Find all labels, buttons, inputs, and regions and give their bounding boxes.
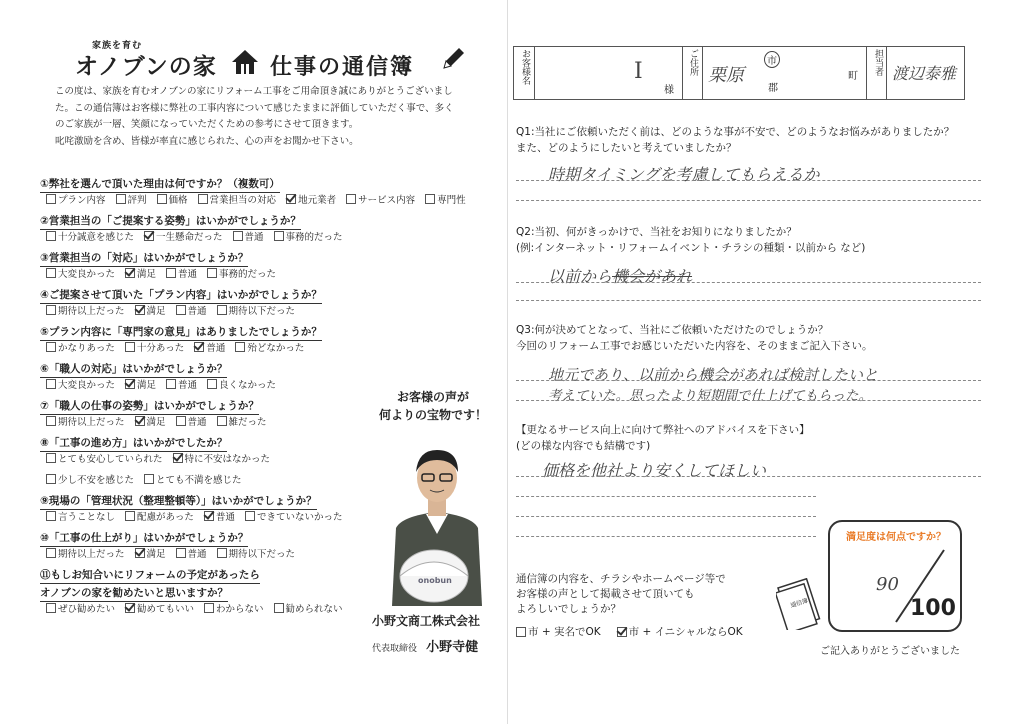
checkbox[interactable] [217, 416, 227, 426]
book-label: 通信簿 [789, 597, 809, 610]
checkbox[interactable] [46, 603, 56, 613]
option-label: 普通 [215, 512, 235, 523]
checkbox[interactable] [157, 194, 167, 204]
survey-option[interactable] [173, 451, 271, 465]
option-label: 大変良かった [58, 269, 116, 280]
option-label: ぜひ勧めたい [58, 604, 116, 615]
checkbox[interactable] [46, 453, 56, 463]
option-label: 普通 [187, 549, 207, 560]
survey-option[interactable] [425, 192, 466, 206]
checkbox[interactable] [144, 474, 154, 484]
score-box [828, 520, 962, 632]
survey-option[interactable] [274, 229, 343, 243]
customer-info-table [513, 46, 965, 100]
survey-option[interactable] [125, 340, 184, 354]
survey-option[interactable] [166, 377, 197, 391]
survey-option[interactable] [46, 509, 115, 523]
option-label: とても不満を感じた [156, 475, 242, 486]
option-label: わからない [216, 604, 264, 615]
survey-option[interactable] [135, 303, 166, 317]
option-label: 満足 [137, 380, 157, 391]
checkbox-checked[interactable] [125, 603, 135, 613]
checkbox[interactable] [274, 603, 284, 613]
survey-option[interactable] [144, 229, 223, 243]
q1-answer: 時期タイミングを考慮してもらえるか [548, 165, 820, 184]
option-label: 勧めてもいい [137, 604, 195, 615]
q1-question: Q1:当社にご依頼いただく前は、どのような事が不安で、どのようなお悩みがありましたか？ また、どのようにしたいと考えていましたか？ [516, 126, 955, 154]
checkbox[interactable] [425, 194, 435, 204]
question-heading: ⑤プラン内容に「専門家の意見」はありましたでしょうか？ [40, 324, 322, 341]
survey-option[interactable] [46, 303, 125, 317]
address-label: ご住所 [688, 49, 698, 76]
option-label: 殆どなかった [247, 343, 305, 354]
brand-logo: オノブンの家 [75, 54, 217, 80]
survey-option[interactable] [46, 451, 163, 465]
checkbox-checked[interactable] [125, 379, 135, 389]
staff-label: 担当者 [873, 49, 883, 76]
survey-option[interactable] [217, 546, 296, 560]
option-row [46, 546, 295, 560]
option-label: 一生懸命だった [156, 232, 223, 243]
publish-option-realname[interactable]: 市 + 実名でOK [516, 624, 601, 639]
company-name: 小野文商工株式会社 [372, 614, 481, 628]
survey-option[interactable] [157, 192, 188, 206]
survey-option[interactable] [217, 303, 296, 317]
checkbox[interactable] [516, 627, 526, 637]
survey-option[interactable] [245, 509, 343, 523]
question-heading: ④ご提案させて頂いた「プラン内容」はいかがでしょうか？ [40, 287, 322, 304]
option-row [46, 472, 242, 486]
intro-text: この度は、家族を育むオノブンの家にリフォーム工事をご用命頂き誠にありがとうございまし た。この通信簿はお客様に弊社の工事内容について感じたままに評価していただく事で、多く のご家族が一層、笑顔になっていただくための参考にさせて頂きます。 叱咤激励を含め、皆様が率直に感じられた、心の声をお聞かせ下さい。 [55, 86, 454, 147]
survey-option[interactable] [46, 192, 106, 206]
q3-answer-line1: 地元であり、以前から機会があれば検討したいと [548, 366, 879, 384]
survey-option[interactable] [46, 266, 115, 280]
survey-option[interactable] [144, 472, 242, 486]
checkbox-checked[interactable] [125, 268, 135, 278]
survey-option[interactable] [207, 266, 276, 280]
checkbox[interactable] [125, 342, 135, 352]
checkbox[interactable] [46, 231, 56, 241]
option-label: 価格 [168, 195, 188, 206]
checkbox[interactable] [235, 342, 245, 352]
publish-options [516, 624, 743, 639]
survey-option[interactable] [125, 509, 194, 523]
option-label: 普通 [206, 343, 226, 354]
option-row [46, 509, 342, 523]
option-label: 普通 [178, 380, 198, 391]
option-row [46, 451, 270, 465]
survey-option[interactable] [198, 192, 277, 206]
question-heading: ⑧「工事の進め方」はいかがでしたか？ [40, 435, 227, 452]
pencil-icon [440, 46, 466, 76]
survey-option[interactable] [233, 229, 264, 243]
option-label: 期待以上だった [58, 549, 125, 560]
option-label: サービス内容 [358, 195, 416, 206]
option-label: 営業担当の対応 [209, 195, 277, 206]
option-label: 十分誠意を感じた [58, 232, 135, 243]
checkbox[interactable] [166, 379, 176, 389]
checkbox[interactable] [46, 194, 56, 204]
option-label: 期待以上だった [58, 417, 125, 428]
helmet-label: onobun [418, 576, 452, 585]
survey-option[interactable] [125, 601, 194, 615]
survey-option[interactable] [346, 192, 415, 206]
option-label: 期待以下だった [228, 306, 296, 317]
option-label: 普通 [178, 269, 198, 280]
survey-option[interactable] [235, 340, 304, 354]
survey-option[interactable] [46, 601, 115, 615]
checkbox[interactable] [46, 379, 56, 389]
option-label: 配慮があった [137, 512, 194, 523]
survey-option[interactable] [176, 414, 207, 428]
option-label: 満足 [146, 549, 166, 560]
checkbox[interactable] [207, 379, 217, 389]
page-divider [507, 0, 508, 724]
checkbox[interactable] [116, 194, 126, 204]
survey-option[interactable] [46, 472, 134, 486]
survey-option[interactable] [46, 414, 125, 428]
publish-option-initial[interactable]: 市 + イニシャルならOK [617, 624, 743, 639]
option-label: 勧められない [285, 604, 343, 615]
staff-value: 渡辺泰雅 [892, 64, 957, 83]
survey-option[interactable] [116, 192, 147, 206]
checkbox[interactable] [176, 548, 186, 558]
option-label: 普通 [187, 306, 207, 317]
option-row [46, 601, 343, 615]
checkbox[interactable] [176, 416, 186, 426]
option-row [46, 229, 343, 243]
machi-label: 町 [848, 71, 858, 82]
option-row [46, 340, 304, 354]
survey-option[interactable] [207, 377, 276, 391]
survey-option[interactable] [46, 340, 115, 354]
option-label: 専門性 [437, 195, 466, 206]
score-max: 100 [910, 596, 956, 621]
checkbox[interactable] [274, 231, 284, 241]
checkbox[interactable] [233, 231, 243, 241]
checkbox-checked[interactable] [286, 194, 296, 204]
question-heading: ①弊社を選んで頂いた理由は何ですか？（複数可） [40, 176, 280, 193]
checkbox[interactable] [176, 305, 186, 315]
option-label: 普通 [244, 232, 264, 243]
option-row [46, 414, 267, 428]
question-heading: ⑩「工事の仕上がり」はいかがでしょうか？ [40, 530, 248, 547]
q3-question: Q3:何が決めてとなって、当社にご依頼いただけたのでしょうか？ 今回のリフォーム工事でお感じいただいた内容を、そのままご記入下さい。 [516, 324, 873, 352]
question-heading: オノブンの家を勧めたいと思いますか？ [40, 585, 228, 602]
speech-bubble: お客様の声が 何よりの宝物です！ [378, 390, 487, 422]
survey-option[interactable] [46, 229, 134, 243]
option-label: 言うことなし [58, 512, 116, 523]
representative: 代表取締役 小野寺健 [372, 640, 479, 655]
thanks-text: ご記入ありがとうございました [820, 646, 960, 657]
question-heading: ⑪もしお知合いにリフォームの予定があったら [40, 567, 260, 584]
address-value: 栗原 [708, 65, 744, 86]
question-heading: ⑦「職人の仕事の姿勢」はいかがでしょうか？ [40, 398, 259, 415]
checkbox-checked[interactable] [135, 548, 145, 558]
option-label: プラン内容 [58, 195, 106, 206]
checkbox-checked[interactable] [194, 342, 204, 352]
option-label: 期待以上だった [58, 306, 125, 317]
option-label: 少し不安を感じた [58, 475, 135, 486]
option-label: 地元業者 [298, 195, 337, 206]
option-label: 満足 [146, 306, 166, 317]
brand-tagline: 家族を育む [92, 41, 143, 51]
checkbox[interactable] [46, 305, 56, 315]
survey-option[interactable] [204, 601, 264, 615]
checkbox[interactable] [207, 268, 217, 278]
gun-label: 郡 [768, 83, 778, 94]
customer-name-value: I [634, 59, 643, 84]
option-row [46, 266, 276, 280]
option-row [46, 377, 276, 391]
survey-option[interactable] [46, 377, 115, 391]
survey-option[interactable] [125, 377, 156, 391]
survey-option[interactable] [194, 340, 225, 354]
q2-question: Q2:当初、何がきっかけで、当社をお知りになりましたか？ (例:インターネット・リフォームイベント・チラシの種類・以前から など) [516, 226, 866, 254]
option-label: 事務的だった [219, 269, 277, 280]
survey-option[interactable] [125, 266, 156, 280]
house-icon [230, 48, 260, 76]
sama-label: 様 [664, 85, 674, 96]
option-row [46, 303, 295, 317]
checkbox[interactable] [198, 194, 208, 204]
score-value: 90 [876, 574, 899, 595]
option-label: 良くなかった [219, 380, 277, 391]
checkbox-checked[interactable] [617, 627, 627, 637]
checkbox[interactable] [245, 511, 255, 521]
checkbox[interactable] [46, 474, 56, 484]
checkbox[interactable] [346, 194, 356, 204]
checkbox[interactable] [46, 511, 56, 521]
option-label: 期待以下だった [228, 549, 296, 560]
checkbox[interactable] [166, 268, 176, 278]
advice-answer: 価格を他社より安くしてほしい [542, 461, 767, 480]
checkbox-checked[interactable] [144, 231, 154, 241]
option-label: 特に不安はなかった [184, 454, 271, 465]
option-label: 満足 [137, 269, 157, 280]
survey-option[interactable] [176, 303, 207, 317]
option-row [46, 192, 466, 206]
question-heading: ⑨現場の「管理状況（整理整頓等）」はいかがでしょうか？ [40, 493, 317, 510]
page-title: 仕事の通信簿 [270, 55, 415, 80]
q3-answer-line2: 考えていた。思ったより短期間で仕上げてもらった。 [548, 388, 872, 404]
option-label: 評判 [127, 195, 147, 206]
shi-label: 市 [764, 51, 780, 68]
survey-option[interactable] [217, 414, 267, 428]
survey-option[interactable] [135, 546, 166, 560]
survey-option[interactable] [274, 601, 343, 615]
checkbox[interactable] [46, 342, 56, 352]
checkbox[interactable] [46, 548, 56, 558]
option-label: 満足 [146, 417, 166, 428]
option-label: 事務的だった [285, 232, 343, 243]
checkbox[interactable] [217, 305, 227, 315]
question-heading: ⑥「職人の対応」はいかがでしょうか？ [40, 361, 227, 378]
survey-option[interactable] [46, 546, 125, 560]
checkbox[interactable] [217, 548, 227, 558]
survey-option[interactable] [166, 266, 197, 280]
option-label: できていないかった [256, 512, 343, 523]
checkbox[interactable] [46, 416, 56, 426]
option-label: 普通 [187, 417, 207, 428]
survey-option[interactable] [176, 546, 207, 560]
checkbox-checked[interactable] [204, 511, 214, 521]
option-label: 雑だった [228, 417, 267, 428]
survey-option[interactable] [286, 192, 336, 206]
option-label: とても安心していられた [58, 454, 163, 465]
question-heading: ②営業担当の「ご提案する姿勢」はいかがでしょうか？ [40, 213, 301, 230]
score-label: 満足度は何点ですか？ [846, 532, 946, 543]
checkbox-checked[interactable] [173, 453, 183, 463]
checkbox[interactable] [46, 268, 56, 278]
checkbox-checked[interactable] [135, 416, 145, 426]
option-label: 十分あった [136, 343, 185, 354]
publish-question: 通信簿の内容を、チラシやホームページ等で お客様の声として掲載させて頂いても よろしいでしょうか？ [516, 573, 726, 615]
checkbox[interactable] [204, 603, 214, 613]
checkbox-checked[interactable] [135, 305, 145, 315]
q2-answer: 以前から機会があれ [548, 267, 693, 286]
option-label: 大変良かった [58, 380, 116, 391]
option-label: かなりあった [58, 343, 115, 354]
customer-name-label: お客様名 [520, 49, 530, 85]
advice-question: 【更なるサービス向上に向けて弊社へのアドバイスを下さい】 (どの様な内容でも結構です) [516, 424, 810, 452]
survey-option[interactable] [135, 414, 166, 428]
question-heading: ③営業担当の「対応」はいかがでしょうか？ [40, 250, 248, 267]
checkbox[interactable] [125, 511, 135, 521]
survey-option[interactable] [204, 509, 235, 523]
